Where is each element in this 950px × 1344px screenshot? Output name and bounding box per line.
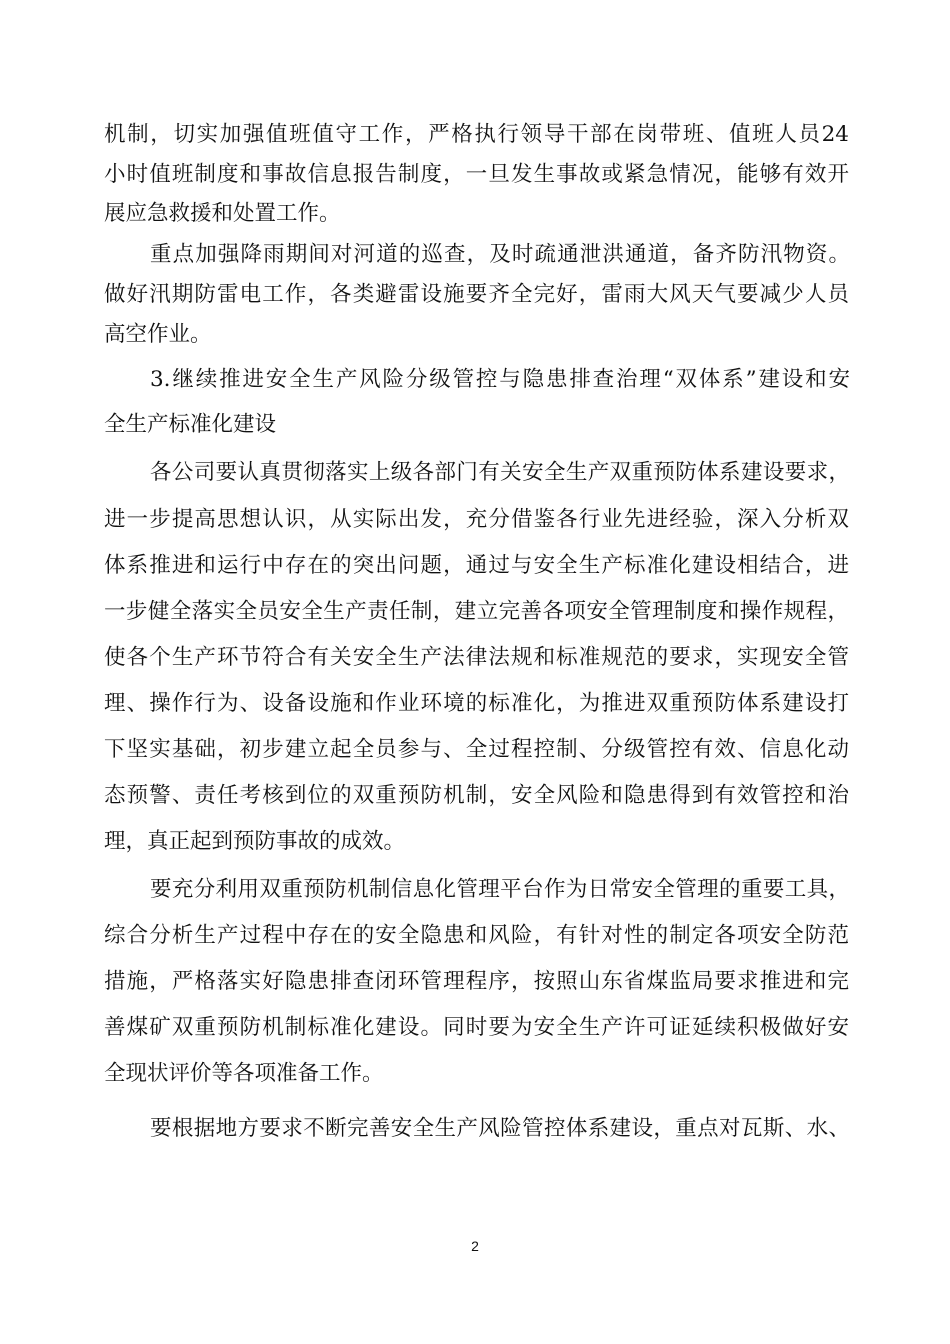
text-line: 善煤矿双重预防机制标准化建设。同时要为安全生产许可证延续积极做好安 (104, 1015, 849, 1040)
text-line: 机制，切实加强值班值守工作，严格执行领导干部在岗带班、值班人员24 (104, 122, 849, 147)
text-line: 理、操作行为、设备设施和作业环境的标准化，为推进双重预防体系建设打 (104, 691, 849, 716)
text-line: 做好汛期防雷电工作，各类避雷设施要齐全完好，雷雨大风天气要减少人员 (104, 282, 849, 307)
text-line: 重点加强降雨期间对河道的巡查，及时疏通泄洪通道，备齐防汛物资。 (150, 242, 850, 267)
text-line: 理，真正起到预防事故的成效。 (104, 829, 406, 854)
text-line: 要根据地方要求不断完善安全生产风险管控体系建设，重点对瓦斯、水、 (150, 1116, 850, 1141)
text-line: 使各个生产环节符合有关安全生产法律法规和标准规范的要求，实现安全管 (104, 645, 849, 670)
text-line: 各公司要认真贯彻落实上级各部门有关安全生产双重预防体系建设要求， (150, 460, 850, 485)
text-line: 小时值班制度和事故信息报告制度，一旦发生事故或紧急情况，能够有效开 (104, 162, 849, 187)
text-line: 高空作业。 (104, 322, 212, 347)
text-line: 一步健全落实全员安全生产责任制，建立完善各项安全管理制度和操作规程， (104, 599, 849, 624)
text-line: 综合分析生产过程中存在的安全隐患和风险，有针对性的制定各项安全防范 (104, 923, 849, 948)
text-line: 体系推进和运行中存在的突出问题，通过与安全生产标准化建设相结合，进 (104, 553, 849, 578)
text-line: 全现状评价等各项准备工作。 (104, 1061, 384, 1086)
text-line: 措施，严格落实好隐患排查闭环管理程序，按照山东省煤监局要求推进和完 (104, 969, 849, 994)
text-line: 进一步提高思想认识，从实际出发，充分借鉴各行业先进经验，深入分析双 (104, 507, 849, 532)
text-line: 态预警、责任考核到位的双重预防机制，安全风险和隐患得到有效管控和治 (104, 783, 849, 808)
text-line: 下坚实基础，初步建立起全员参与、全过程控制、分级管控有效、信息化动 (104, 737, 849, 762)
text-line: 展应急救援和处置工作。 (104, 201, 341, 226)
section-heading-line: 3.继续推进安全生产风险分级管控与隐患排查治理“双体系”建设和安 (150, 367, 850, 392)
section-heading-line: 全生产标准化建设 (104, 412, 277, 437)
text-line: 要充分利用双重预防机制信息化管理平台作为日常安全管理的重要工具， (150, 877, 850, 902)
page-number: 2 (471, 1238, 479, 1254)
